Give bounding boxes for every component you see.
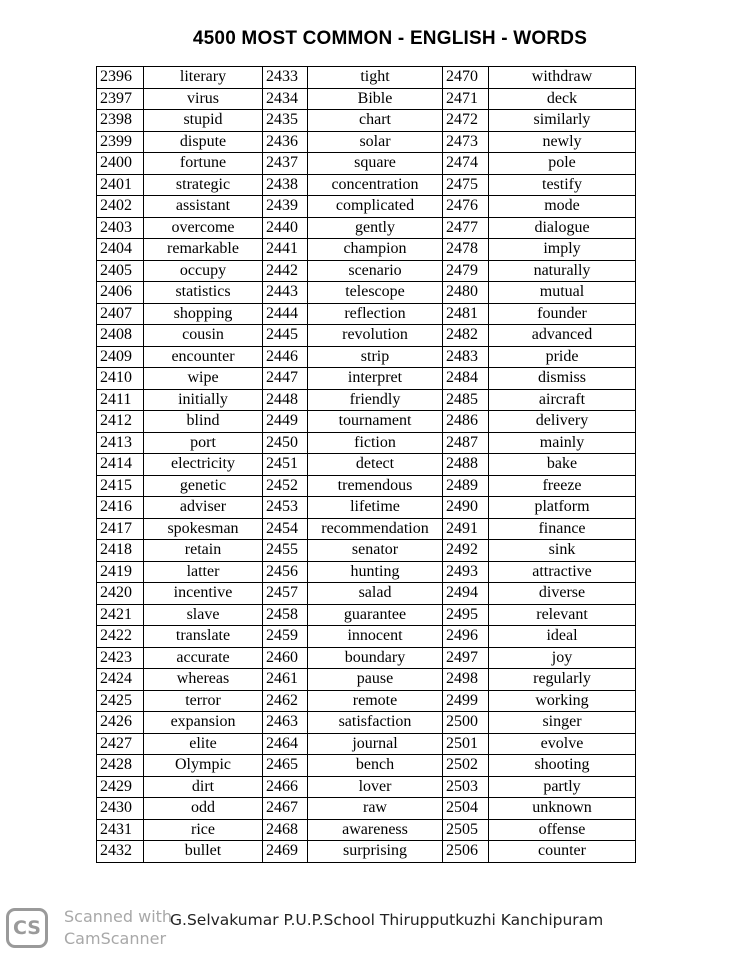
word-number: 2461 bbox=[263, 669, 308, 691]
word-number: 2488 bbox=[443, 454, 489, 476]
word-number: 2477 bbox=[443, 217, 489, 239]
word-number: 2449 bbox=[263, 411, 308, 433]
word-table bbox=[96, 66, 636, 863]
word-number: 2399 bbox=[97, 131, 144, 153]
word-cell: similarly bbox=[489, 110, 636, 132]
word-cell: salad bbox=[308, 583, 443, 605]
table-row bbox=[97, 282, 636, 304]
word-number: 2424 bbox=[97, 669, 144, 691]
word-number: 2465 bbox=[263, 755, 308, 777]
word-number: 2483 bbox=[443, 346, 489, 368]
word-number: 2419 bbox=[97, 561, 144, 583]
word-number: 2405 bbox=[97, 260, 144, 282]
word-number: 2444 bbox=[263, 303, 308, 325]
word-cell: gently bbox=[308, 217, 443, 239]
word-cell: pause bbox=[308, 669, 443, 691]
word-number: 2462 bbox=[263, 690, 308, 712]
word-number: 2470 bbox=[443, 67, 489, 89]
word-cell: boundary bbox=[308, 647, 443, 669]
word-cell: statistics bbox=[144, 282, 263, 304]
word-number: 2434 bbox=[263, 88, 308, 110]
word-cell: deck bbox=[489, 88, 636, 110]
word-number: 2451 bbox=[263, 454, 308, 476]
word-cell: electricity bbox=[144, 454, 263, 476]
word-number: 2425 bbox=[97, 690, 144, 712]
word-number: 2418 bbox=[97, 540, 144, 562]
word-cell: journal bbox=[308, 733, 443, 755]
table-row bbox=[97, 88, 636, 110]
word-number: 2479 bbox=[443, 260, 489, 282]
word-number: 2414 bbox=[97, 454, 144, 476]
word-cell: occupy bbox=[144, 260, 263, 282]
word-number: 2441 bbox=[263, 239, 308, 261]
word-number: 2433 bbox=[263, 67, 308, 89]
word-table-body bbox=[97, 67, 636, 863]
word-number: 2442 bbox=[263, 260, 308, 282]
word-cell: diverse bbox=[489, 583, 636, 605]
table-row bbox=[97, 475, 636, 497]
table-row bbox=[97, 776, 636, 798]
table-row bbox=[97, 583, 636, 605]
word-number: 2506 bbox=[443, 841, 489, 863]
word-number: 2426 bbox=[97, 712, 144, 734]
table-row bbox=[97, 841, 636, 863]
table-row bbox=[97, 733, 636, 755]
table-row bbox=[97, 432, 636, 454]
word-cell: latter bbox=[144, 561, 263, 583]
word-cell: genetic bbox=[144, 475, 263, 497]
word-cell: tournament bbox=[308, 411, 443, 433]
table-row bbox=[97, 153, 636, 175]
word-cell: partly bbox=[489, 776, 636, 798]
word-cell: remote bbox=[308, 690, 443, 712]
word-cell: raw bbox=[308, 798, 443, 820]
word-number: 2409 bbox=[97, 346, 144, 368]
word-cell: dismiss bbox=[489, 368, 636, 390]
word-number: 2476 bbox=[443, 196, 489, 218]
word-cell: freeze bbox=[489, 475, 636, 497]
word-cell: tremendous bbox=[308, 475, 443, 497]
word-cell: innocent bbox=[308, 626, 443, 648]
table-row bbox=[97, 389, 636, 411]
word-cell: mainly bbox=[489, 432, 636, 454]
word-number: 2435 bbox=[263, 110, 308, 132]
word-number: 2496 bbox=[443, 626, 489, 648]
word-number: 2485 bbox=[443, 389, 489, 411]
word-cell: solar bbox=[308, 131, 443, 153]
word-number: 2503 bbox=[443, 776, 489, 798]
word-number: 2415 bbox=[97, 475, 144, 497]
word-cell: retain bbox=[144, 540, 263, 562]
word-number: 2498 bbox=[443, 669, 489, 691]
word-number: 2438 bbox=[263, 174, 308, 196]
table-row bbox=[97, 561, 636, 583]
word-number: 2495 bbox=[443, 604, 489, 626]
word-number: 2431 bbox=[97, 819, 144, 841]
table-row bbox=[97, 669, 636, 691]
table-row bbox=[97, 67, 636, 89]
word-number: 2460 bbox=[263, 647, 308, 669]
word-number: 2478 bbox=[443, 239, 489, 261]
table-row bbox=[97, 239, 636, 261]
word-number: 2398 bbox=[97, 110, 144, 132]
table-row bbox=[97, 819, 636, 841]
table-row bbox=[97, 518, 636, 540]
word-cell: reflection bbox=[308, 303, 443, 325]
word-cell: advanced bbox=[489, 325, 636, 347]
word-cell: mutual bbox=[489, 282, 636, 304]
word-number: 2397 bbox=[97, 88, 144, 110]
table-row bbox=[97, 325, 636, 347]
word-number: 2474 bbox=[443, 153, 489, 175]
word-cell: expansion bbox=[144, 712, 263, 734]
table-row bbox=[97, 604, 636, 626]
word-cell: shooting bbox=[489, 755, 636, 777]
word-cell: singer bbox=[489, 712, 636, 734]
word-cell: strip bbox=[308, 346, 443, 368]
word-cell: revolution bbox=[308, 325, 443, 347]
word-cell: champion bbox=[308, 239, 443, 261]
word-cell: interpret bbox=[308, 368, 443, 390]
word-cell: delivery bbox=[489, 411, 636, 433]
word-cell: withdraw bbox=[489, 67, 636, 89]
word-cell: counter bbox=[489, 841, 636, 863]
word-cell: terror bbox=[144, 690, 263, 712]
word-cell: virus bbox=[144, 88, 263, 110]
word-number: 2416 bbox=[97, 497, 144, 519]
word-cell: pride bbox=[489, 346, 636, 368]
word-number: 2463 bbox=[263, 712, 308, 734]
table-row bbox=[97, 174, 636, 196]
word-cell: unknown bbox=[489, 798, 636, 820]
word-cell: tight bbox=[308, 67, 443, 89]
word-number: 2402 bbox=[97, 196, 144, 218]
word-cell: scenario bbox=[308, 260, 443, 282]
word-number: 2491 bbox=[443, 518, 489, 540]
word-cell: accurate bbox=[144, 647, 263, 669]
word-cell: relevant bbox=[489, 604, 636, 626]
word-cell: working bbox=[489, 690, 636, 712]
word-cell: lifetime bbox=[308, 497, 443, 519]
word-cell: square bbox=[308, 153, 443, 175]
word-cell: regularly bbox=[489, 669, 636, 691]
table-row bbox=[97, 755, 636, 777]
word-number: 2406 bbox=[97, 282, 144, 304]
word-number: 2505 bbox=[443, 819, 489, 841]
word-cell: testify bbox=[489, 174, 636, 196]
table-row bbox=[97, 540, 636, 562]
word-cell: concentration bbox=[308, 174, 443, 196]
table-row bbox=[97, 411, 636, 433]
table-row bbox=[97, 798, 636, 820]
word-number: 2497 bbox=[443, 647, 489, 669]
word-number: 2447 bbox=[263, 368, 308, 390]
word-number: 2475 bbox=[443, 174, 489, 196]
word-number: 2436 bbox=[263, 131, 308, 153]
word-number: 2456 bbox=[263, 561, 308, 583]
word-number: 2469 bbox=[263, 841, 308, 863]
word-number: 2467 bbox=[263, 798, 308, 820]
word-cell: friendly bbox=[308, 389, 443, 411]
word-number: 2408 bbox=[97, 325, 144, 347]
word-cell: rice bbox=[144, 819, 263, 841]
word-cell: telescope bbox=[308, 282, 443, 304]
word-number: 2459 bbox=[263, 626, 308, 648]
watermark-line-2: CamScanner bbox=[64, 929, 167, 948]
word-number: 2486 bbox=[443, 411, 489, 433]
word-cell: port bbox=[144, 432, 263, 454]
word-number: 2439 bbox=[263, 196, 308, 218]
word-number: 2502 bbox=[443, 755, 489, 777]
word-cell: finance bbox=[489, 518, 636, 540]
word-cell: pole bbox=[489, 153, 636, 175]
word-number: 2480 bbox=[443, 282, 489, 304]
word-number: 2504 bbox=[443, 798, 489, 820]
word-cell: satisfaction bbox=[308, 712, 443, 734]
word-cell: attractive bbox=[489, 561, 636, 583]
word-cell: wipe bbox=[144, 368, 263, 390]
word-number: 2420 bbox=[97, 583, 144, 605]
word-cell: incentive bbox=[144, 583, 263, 605]
footer-credit: G.Selvakumar P.U.P.School Thirupputkuzhi Kanchipuram bbox=[170, 911, 604, 929]
word-cell: cousin bbox=[144, 325, 263, 347]
word-number: 2484 bbox=[443, 368, 489, 390]
word-number: 2466 bbox=[263, 776, 308, 798]
word-cell: awareness bbox=[308, 819, 443, 841]
table-row bbox=[97, 454, 636, 476]
word-number: 2490 bbox=[443, 497, 489, 519]
word-number: 2492 bbox=[443, 540, 489, 562]
word-cell: blind bbox=[144, 411, 263, 433]
word-cell: naturally bbox=[489, 260, 636, 282]
word-cell: translate bbox=[144, 626, 263, 648]
word-cell: senator bbox=[308, 540, 443, 562]
camscanner-logo-icon: CS bbox=[6, 908, 48, 948]
word-number: 2500 bbox=[443, 712, 489, 734]
word-cell: detect bbox=[308, 454, 443, 476]
word-cell: sink bbox=[489, 540, 636, 562]
word-number: 2450 bbox=[263, 432, 308, 454]
word-cell: adviser bbox=[144, 497, 263, 519]
word-cell: slave bbox=[144, 604, 263, 626]
word-cell: bake bbox=[489, 454, 636, 476]
word-cell: overcome bbox=[144, 217, 263, 239]
word-number: 2445 bbox=[263, 325, 308, 347]
word-number: 2464 bbox=[263, 733, 308, 755]
word-number: 2448 bbox=[263, 389, 308, 411]
word-cell: founder bbox=[489, 303, 636, 325]
word-cell: Olympic bbox=[144, 755, 263, 777]
word-number: 2440 bbox=[263, 217, 308, 239]
word-cell: shopping bbox=[144, 303, 263, 325]
word-cell: recommendation bbox=[308, 518, 443, 540]
word-cell: Bible bbox=[308, 88, 443, 110]
word-number: 2452 bbox=[263, 475, 308, 497]
table-row bbox=[97, 346, 636, 368]
word-number: 2429 bbox=[97, 776, 144, 798]
word-cell: assistant bbox=[144, 196, 263, 218]
word-number: 2403 bbox=[97, 217, 144, 239]
word-number: 2472 bbox=[443, 110, 489, 132]
table-row bbox=[97, 217, 636, 239]
word-cell: lover bbox=[308, 776, 443, 798]
table-row bbox=[97, 260, 636, 282]
word-cell: platform bbox=[489, 497, 636, 519]
word-number: 2457 bbox=[263, 583, 308, 605]
word-number: 2407 bbox=[97, 303, 144, 325]
page-title: 4500 MOST COMMON - ENGLISH - WORDS bbox=[192, 28, 588, 49]
word-cell: complicated bbox=[308, 196, 443, 218]
word-cell: whereas bbox=[144, 669, 263, 691]
word-cell: bullet bbox=[144, 841, 263, 863]
watermark-line-1: Scanned with bbox=[64, 907, 173, 926]
word-number: 2471 bbox=[443, 88, 489, 110]
word-number: 2453 bbox=[263, 497, 308, 519]
table-row bbox=[97, 690, 636, 712]
word-cell: imply bbox=[489, 239, 636, 261]
word-number: 2443 bbox=[263, 282, 308, 304]
word-cell: guarantee bbox=[308, 604, 443, 626]
word-number: 2482 bbox=[443, 325, 489, 347]
word-number: 2432 bbox=[97, 841, 144, 863]
table-row bbox=[97, 110, 636, 132]
word-cell: mode bbox=[489, 196, 636, 218]
word-number: 2437 bbox=[263, 153, 308, 175]
table-row bbox=[97, 712, 636, 734]
word-cell: elite bbox=[144, 733, 263, 755]
word-cell: odd bbox=[144, 798, 263, 820]
word-cell: newly bbox=[489, 131, 636, 153]
word-number: 2422 bbox=[97, 626, 144, 648]
word-number: 2412 bbox=[97, 411, 144, 433]
word-cell: dialogue bbox=[489, 217, 636, 239]
word-cell: offense bbox=[489, 819, 636, 841]
word-cell: initially bbox=[144, 389, 263, 411]
word-cell: dispute bbox=[144, 131, 263, 153]
word-cell: fiction bbox=[308, 432, 443, 454]
word-number: 2446 bbox=[263, 346, 308, 368]
word-cell: aircraft bbox=[489, 389, 636, 411]
word-number: 2427 bbox=[97, 733, 144, 755]
word-number: 2396 bbox=[97, 67, 144, 89]
word-number: 2454 bbox=[263, 518, 308, 540]
word-number: 2468 bbox=[263, 819, 308, 841]
word-number: 2494 bbox=[443, 583, 489, 605]
word-number: 2417 bbox=[97, 518, 144, 540]
table-row bbox=[97, 497, 636, 519]
word-number: 2458 bbox=[263, 604, 308, 626]
word-number: 2400 bbox=[97, 153, 144, 175]
word-cell: joy bbox=[489, 647, 636, 669]
word-cell: ideal bbox=[489, 626, 636, 648]
word-number: 2489 bbox=[443, 475, 489, 497]
word-cell: stupid bbox=[144, 110, 263, 132]
word-number: 2455 bbox=[263, 540, 308, 562]
table-row bbox=[97, 196, 636, 218]
table-row bbox=[97, 131, 636, 153]
word-number: 2410 bbox=[97, 368, 144, 390]
table-row bbox=[97, 368, 636, 390]
word-number: 2401 bbox=[97, 174, 144, 196]
word-cell: encounter bbox=[144, 346, 263, 368]
word-number: 2413 bbox=[97, 432, 144, 454]
word-number: 2499 bbox=[443, 690, 489, 712]
word-cell: surprising bbox=[308, 841, 443, 863]
word-number: 2493 bbox=[443, 561, 489, 583]
word-cell: strategic bbox=[144, 174, 263, 196]
table-row bbox=[97, 626, 636, 648]
word-cell: dirt bbox=[144, 776, 263, 798]
word-number: 2501 bbox=[443, 733, 489, 755]
table-row bbox=[97, 647, 636, 669]
word-cell: chart bbox=[308, 110, 443, 132]
word-cell: spokesman bbox=[144, 518, 263, 540]
word-cell: hunting bbox=[308, 561, 443, 583]
word-cell: evolve bbox=[489, 733, 636, 755]
word-number: 2430 bbox=[97, 798, 144, 820]
word-number: 2423 bbox=[97, 647, 144, 669]
table-row bbox=[97, 303, 636, 325]
word-cell: bench bbox=[308, 755, 443, 777]
word-number: 2404 bbox=[97, 239, 144, 261]
word-number: 2473 bbox=[443, 131, 489, 153]
word-number: 2428 bbox=[97, 755, 144, 777]
word-cell: fortune bbox=[144, 153, 263, 175]
word-number: 2411 bbox=[97, 389, 144, 411]
word-number: 2481 bbox=[443, 303, 489, 325]
word-number: 2487 bbox=[443, 432, 489, 454]
word-cell: remarkable bbox=[144, 239, 263, 261]
word-cell: literary bbox=[144, 67, 263, 89]
word-number: 2421 bbox=[97, 604, 144, 626]
